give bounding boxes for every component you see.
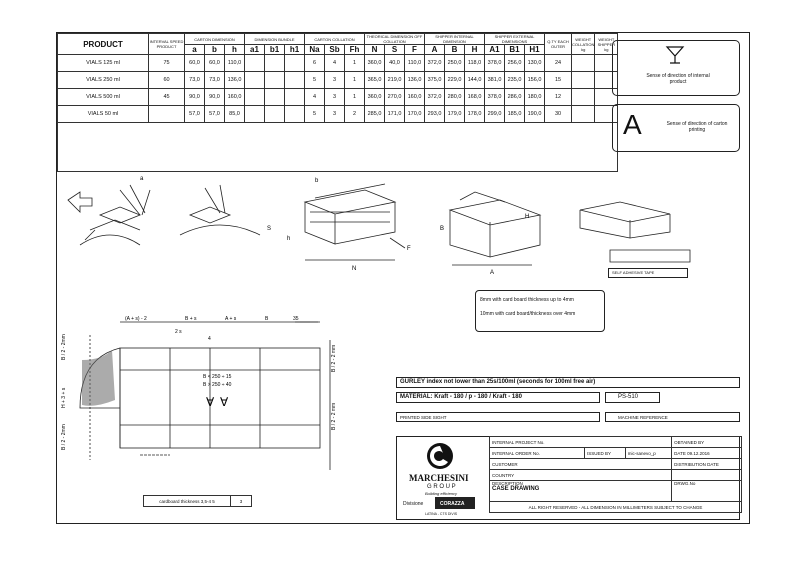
svg-text:2 s: 2 s bbox=[175, 329, 182, 335]
sub-header-A1: A1 bbox=[485, 45, 505, 55]
cell-A1: 378,0 bbox=[485, 55, 505, 72]
cell-b: 60,0 bbox=[205, 55, 225, 72]
cell-B1: 286,0 bbox=[505, 89, 525, 106]
cell-s: 171,0 bbox=[385, 106, 405, 123]
cell-b: 90,0 bbox=[205, 89, 225, 106]
cell-H1: 130,0 bbox=[525, 55, 545, 72]
spec-table: PRODUCT INTERVAL SPEED PRODUCT CARTON DIMENSION DIMENSION BUNDLE CARTON COLLATION THEORICAL DIMENSION OFF COLLATION SHIPPER INTERNAL DIMENSION SHIPPER EXTERNAL DIMENSIONS Q.TY EACH OUTER WEIGHT COLLATION kg WEIGHT SHIPPER kg a b h a1 b1 h1 Na Sb Fh N S F A B H A1 B1 H1 VIALS 125 ml 75 60,0 60,0 110,0 6 4 1 360,0 40,0 110,0 372,0 250,0 118,0 378,0 256,0 130,0 24 VIALS 250 ml 60 73,0 73,0 136,0 5 3 1 365,0 219,0 136,0 375,0 229,0 144,0 381,0 235,0 156,0 15 VIALS 500 ml 45 90,0 90,0 160,0 4 3 1 360,0 270,0 160,0 372,0 280,0 168,0 378,0 286,0 180,0 12 VIALS 50 ml 57,0 57,0 85,0 5 3 2 285,0 171,0 170,0 293,0 179,0 178,0 299,0 185,0 190,0 30 bbox=[57, 33, 618, 172]
cell-H1: 156,0 bbox=[525, 72, 545, 89]
cell-sb: 3 bbox=[325, 72, 345, 89]
cell-a: 73,0 bbox=[185, 72, 205, 89]
svg-text:a: a bbox=[140, 176, 144, 182]
gurley-note: GURLEY index not lower than 25s/100ml (seconds for 100ml free air) bbox=[396, 377, 740, 388]
cell-weight bbox=[572, 55, 595, 72]
cell-qty: 30 bbox=[545, 106, 572, 123]
cell-qty: 12 bbox=[545, 89, 572, 106]
cell-a1 bbox=[245, 106, 265, 123]
table-row bbox=[58, 55, 618, 72]
cell-weight bbox=[572, 72, 595, 89]
cell-na: 5 bbox=[305, 106, 325, 123]
internal-direction-box: Sense of direction of internal product bbox=[612, 40, 740, 96]
svg-text:B < 250 ÷ 15: B < 250 ÷ 15 bbox=[203, 374, 232, 380]
cell-b1 bbox=[265, 89, 285, 106]
glass-symbol: ∀ bbox=[206, 395, 215, 409]
cell-a: 60,0 bbox=[185, 55, 205, 72]
table-row bbox=[58, 89, 618, 106]
flat-case-drawing bbox=[60, 300, 380, 490]
svg-text:B: B bbox=[440, 226, 445, 232]
cell-h1 bbox=[285, 72, 305, 89]
svg-text:B / 2 - 2 mm: B / 2 - 2 mm bbox=[331, 402, 337, 430]
arrow-symbol: ∀ bbox=[220, 395, 229, 409]
cell-H: 118,0 bbox=[465, 55, 485, 72]
svg-text:H: H bbox=[525, 214, 530, 220]
cell-h: 110,0 bbox=[225, 55, 245, 72]
cell-A1: 381,0 bbox=[485, 72, 505, 89]
sub-header-H: H bbox=[465, 45, 485, 55]
cell-b1 bbox=[265, 55, 285, 72]
svg-text:B > 250 ÷ 40: B > 250 ÷ 40 bbox=[203, 382, 232, 388]
svg-text:S: S bbox=[267, 226, 272, 232]
cardboard-thickness-table: cardboard thickness 3,5-4 5 3 bbox=[143, 495, 252, 507]
material-note: MATERIAL: Kraft - 180 / p - 180 / Kraft - 180 bbox=[396, 392, 600, 403]
sub-header-Na: Na bbox=[305, 45, 325, 55]
svg-text:4: 4 bbox=[208, 336, 211, 342]
cell-A: 375,0 bbox=[425, 72, 445, 89]
title-block: MARCHESINI G R O U P Building efficiency Divisione CORAZZA LATINA - CTS DIVIS INTERNAL PROJECT No. OBTAINED BY INTERNAL ORDER No. ISSUED BY mic-sanevo_p DATE 09.12.2016 CUSTOMER DISTRIBUTION DATE COUNTRY DESCRIPTION CASE DRAWING DRWG.No ALL RIGHT RESERVED - ALL DIMENSION IN MILLIMETERS SUBJECT TO CHANGE bbox=[396, 436, 740, 520]
cell-fh: 1 bbox=[345, 72, 365, 89]
sub-header-Sb: Sb bbox=[325, 45, 345, 55]
sub-header-F: F bbox=[405, 45, 425, 55]
card-thickness-note: 8mm with card board thickness up to 4mm 10mm with card board/thickness over 4mm bbox=[475, 290, 605, 332]
svg-text:A + s: A + s bbox=[225, 316, 237, 322]
glass-icon bbox=[665, 45, 685, 65]
svg-text:b: b bbox=[315, 178, 319, 184]
machine-reference: MACHINE REFERENCE bbox=[605, 412, 740, 422]
cell-f: 110,0 bbox=[405, 55, 425, 72]
cell-sb: 3 bbox=[325, 106, 345, 123]
cell-B: 250,0 bbox=[445, 55, 465, 72]
cell-na: 5 bbox=[305, 72, 325, 89]
cell-h1 bbox=[285, 55, 305, 72]
sub-header-a1: a1 bbox=[245, 45, 265, 55]
self-adhesive-label: SELF ADHESIVE TAPE bbox=[608, 268, 688, 278]
svg-text:h: h bbox=[287, 236, 291, 242]
svg-text:N: N bbox=[352, 266, 357, 272]
cell-na: 6 bbox=[305, 55, 325, 72]
cell-speed: 45 bbox=[149, 89, 185, 106]
title-fields: INTERNAL PROJECT No. OBTAINED BY INTERNAL ORDER No. ISSUED BY mic-sanevo_p DATE 09.12.2016 CUSTOMER DISTRIBUTION DATE COUNTRY DESCRIPTION CASE DRAWING DRWG.No ALL RIGHT RESERVED - ALL DIMENSION IN MILLIMETERS SUBJECT TO CHANGE bbox=[489, 436, 742, 513]
cell-fh: 1 bbox=[345, 89, 365, 106]
cell-b1 bbox=[265, 106, 285, 123]
sub-header-Fh: Fh bbox=[345, 45, 365, 55]
sub-header-h: h bbox=[225, 45, 245, 55]
sub-header-a: a bbox=[185, 45, 205, 55]
cell-B1: 256,0 bbox=[505, 55, 525, 72]
sub-header-B1: B1 bbox=[505, 45, 525, 55]
cell-qty: 24 bbox=[545, 55, 572, 72]
cell-speed: 60 bbox=[149, 72, 185, 89]
cell-B1: 235,0 bbox=[505, 72, 525, 89]
sub-header-h1: h1 bbox=[285, 45, 305, 55]
cell-speed bbox=[149, 106, 185, 123]
cell-a: 90,0 bbox=[185, 89, 205, 106]
svg-text:B / 2 - 2mm: B / 2 - 2mm bbox=[61, 334, 67, 360]
packing-sequence-illustration bbox=[60, 170, 700, 280]
svg-text:B + s: B + s bbox=[185, 316, 197, 322]
printing-direction-box: A Sense of direction of carton printing bbox=[612, 104, 740, 152]
svg-text:35: 35 bbox=[293, 316, 299, 322]
product-header: PRODUCT bbox=[58, 34, 149, 55]
direction-letter: A bbox=[623, 109, 642, 140]
cell-product: VIALS 50 ml bbox=[58, 106, 149, 123]
ps-code: PS-510 bbox=[605, 392, 660, 403]
cell-fh: 2 bbox=[345, 106, 365, 123]
cell-h1 bbox=[285, 106, 305, 123]
cell-n: 360,0 bbox=[365, 89, 385, 106]
cell-f: 160,0 bbox=[405, 89, 425, 106]
svg-text:A: A bbox=[490, 270, 495, 276]
cell-a1 bbox=[245, 89, 265, 106]
cell-n: 285,0 bbox=[365, 106, 385, 123]
cell-B: 179,0 bbox=[445, 106, 465, 123]
cell-s: 270,0 bbox=[385, 89, 405, 106]
cell-B: 229,0 bbox=[445, 72, 465, 89]
cell-A1: 378,0 bbox=[485, 89, 505, 106]
cell-s: 219,0 bbox=[385, 72, 405, 89]
cell-H1: 190,0 bbox=[525, 106, 545, 123]
cell-a1 bbox=[245, 55, 265, 72]
cell-weight bbox=[572, 106, 595, 123]
sub-header-b1: b1 bbox=[265, 45, 285, 55]
cell-qty: 15 bbox=[545, 72, 572, 89]
cell-h: 136,0 bbox=[225, 72, 245, 89]
cell-b: 57,0 bbox=[205, 106, 225, 123]
corazza-badge: CORAZZA bbox=[435, 497, 475, 509]
cell-h: 160,0 bbox=[225, 89, 245, 106]
cell-B1: 185,0 bbox=[505, 106, 525, 123]
svg-text:B: B bbox=[265, 316, 269, 322]
sub-header-N: N bbox=[365, 45, 385, 55]
cell-product: VIALS 250 ml bbox=[58, 72, 149, 89]
sub-header-H1: H1 bbox=[525, 45, 545, 55]
cell-product: VIALS 500 ml bbox=[58, 89, 149, 106]
cell-fh: 1 bbox=[345, 55, 365, 72]
cell-s: 40,0 bbox=[385, 55, 405, 72]
svg-text:B / 2 - 2mm: B / 2 - 2mm bbox=[61, 424, 67, 450]
cell-a: 57,0 bbox=[185, 106, 205, 123]
cell-h1 bbox=[285, 89, 305, 106]
cell-B: 280,0 bbox=[445, 89, 465, 106]
svg-text:F: F bbox=[407, 246, 411, 252]
table-spacer bbox=[58, 123, 618, 172]
cell-n: 360,0 bbox=[365, 55, 385, 72]
table-row bbox=[58, 106, 618, 123]
sub-header-B: B bbox=[445, 45, 465, 55]
cell-na: 4 bbox=[305, 89, 325, 106]
cell-f: 170,0 bbox=[405, 106, 425, 123]
marchesini-logo-icon bbox=[422, 441, 458, 471]
cell-H1: 180,0 bbox=[525, 89, 545, 106]
cell-A: 372,0 bbox=[425, 55, 445, 72]
cell-weight bbox=[572, 89, 595, 106]
cell-A: 372,0 bbox=[425, 89, 445, 106]
sub-header-S: S bbox=[385, 45, 405, 55]
cell-h: 85,0 bbox=[225, 106, 245, 123]
svg-text:B / 2 - 2 mm: B / 2 - 2 mm bbox=[331, 344, 337, 372]
cell-H: 178,0 bbox=[465, 106, 485, 123]
table-row bbox=[58, 72, 618, 89]
cell-sb: 4 bbox=[325, 55, 345, 72]
cell-speed: 75 bbox=[149, 55, 185, 72]
svg-text:(A + s) - 2: (A + s) - 2 bbox=[125, 316, 147, 322]
cell-a1 bbox=[245, 72, 265, 89]
sub-header-A: A bbox=[425, 45, 445, 55]
cell-H: 144,0 bbox=[465, 72, 485, 89]
cell-sb: 3 bbox=[325, 89, 345, 106]
cell-b1 bbox=[265, 72, 285, 89]
cell-H: 168,0 bbox=[465, 89, 485, 106]
cell-A: 293,0 bbox=[425, 106, 445, 123]
cell-n: 365,0 bbox=[365, 72, 385, 89]
svg-text:H + 3 + s: H + 3 + s bbox=[61, 387, 67, 408]
cell-product: VIALS 125 ml bbox=[58, 55, 149, 72]
sub-header-b: b bbox=[205, 45, 225, 55]
cell-b: 73,0 bbox=[205, 72, 225, 89]
printed-side: PRINTED SIDE SIGHT bbox=[396, 412, 600, 422]
cell-f: 136,0 bbox=[405, 72, 425, 89]
cell-A1: 299,0 bbox=[485, 106, 505, 123]
